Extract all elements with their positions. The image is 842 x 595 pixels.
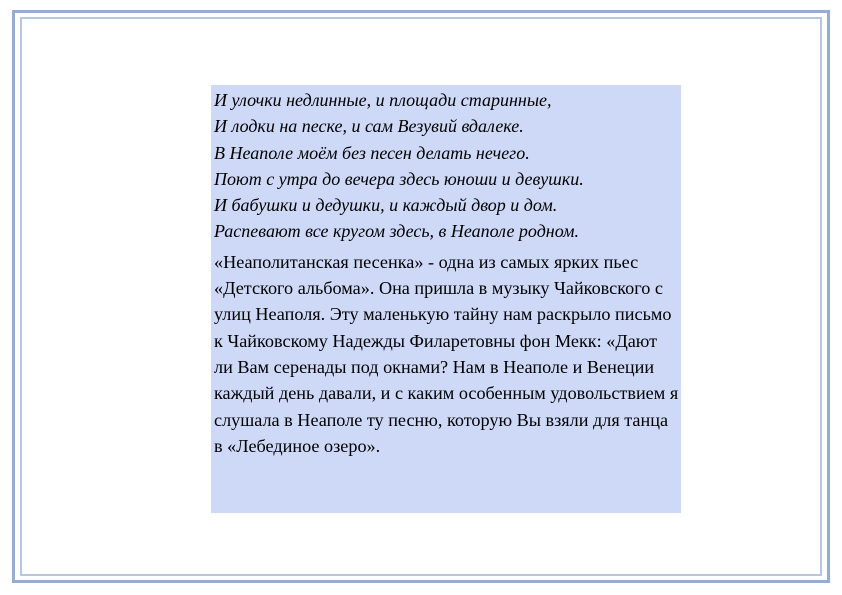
poem-line: И улочки недлинные, и площади старинные, bbox=[214, 90, 552, 110]
poem-verse bbox=[214, 87, 678, 245]
prose-paragraph: «Неаполитанская песенка» - одна из самых ярких пьес «Детского альбома». Она пришла в музыку Чайковского с улиц Неаполя. Эту маленькую тайну нам раскрыло письмо к Чайковскому Надежды Филаретовны фон Мекк: «Дают ли Вам серенады под окнами? Нам в Неаполе и Венеции каждый день давали, и с каким особенным удовольствием я слушала в Неаполе ту песню, которую Вы взяли для танца в «Лебединое озеро». bbox=[214, 251, 679, 456]
poem-line: Распевают все кругом здесь, в Неаполе родном. bbox=[214, 221, 580, 242]
poem-line: И лодки на песке, и сам Везувий вдалеке. bbox=[214, 116, 524, 137]
poem-line: Поют с утра до вечера здесь юноши и девушки. bbox=[214, 168, 584, 189]
poem-line: И бабушки и дедушки, и каждый двор и дом. bbox=[214, 195, 558, 216]
poem-line: В Неаполе моём без песен делать нечего. bbox=[214, 142, 530, 163]
text-box bbox=[211, 85, 681, 513]
